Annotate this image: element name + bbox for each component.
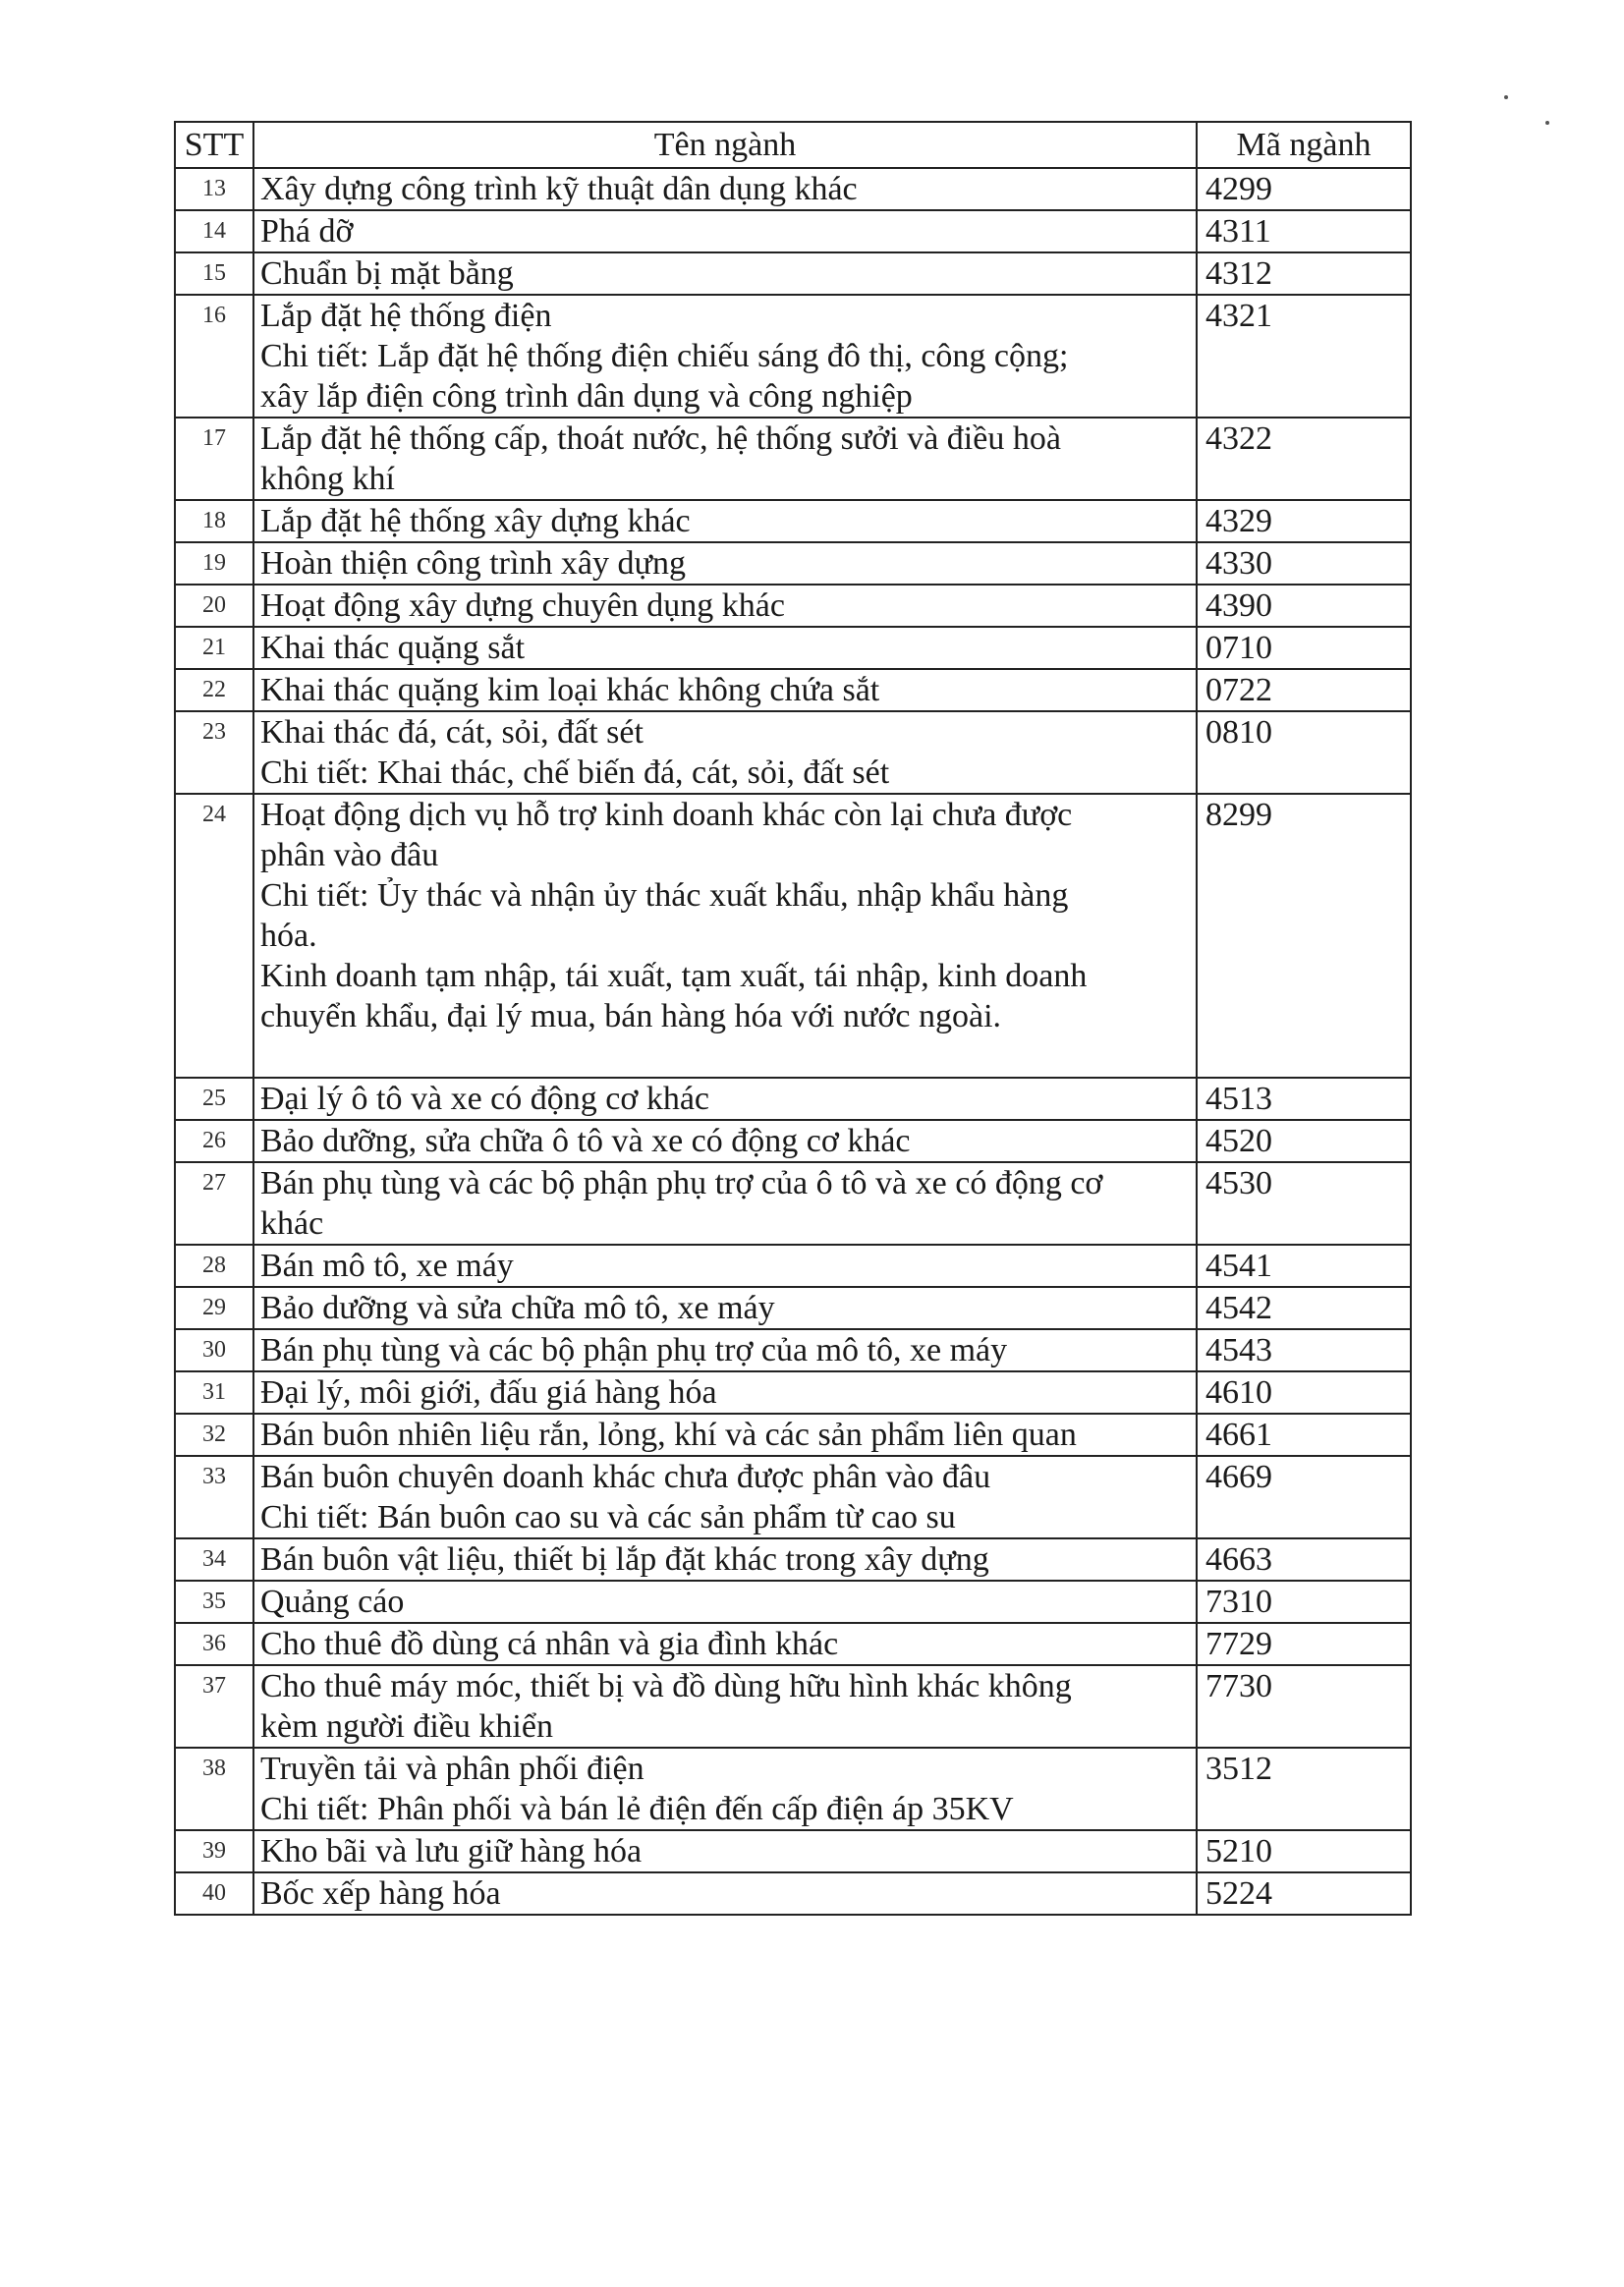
row-name xyxy=(253,1329,1197,1371)
row-name-line: Chuẩn bị mặt bằng xyxy=(260,255,514,292)
scan-speck xyxy=(1504,95,1508,99)
business-lines-table xyxy=(174,121,1412,1916)
row-code: 5224 xyxy=(1197,1872,1411,1915)
row-name xyxy=(253,252,1197,295)
row-name xyxy=(253,418,1197,500)
row-name xyxy=(253,627,1197,669)
row-stt: 19 xyxy=(175,542,253,585)
table-row xyxy=(175,500,1411,542)
row-code: 4299 xyxy=(1197,168,1411,210)
row-name xyxy=(253,1872,1197,1915)
row-name xyxy=(253,1623,1197,1665)
row-code: 4311 xyxy=(1197,210,1411,252)
table-row xyxy=(175,585,1411,627)
row-name xyxy=(253,585,1197,627)
table-row xyxy=(175,418,1411,500)
row-stt: 14 xyxy=(175,210,253,252)
row-name-line: Cho thuê máy móc, thiết bị và đồ dùng hữu hình khác không xyxy=(260,1668,1072,1704)
row-code: 8299 xyxy=(1197,794,1411,1078)
row-code: 4543 xyxy=(1197,1329,1411,1371)
table-row xyxy=(175,711,1411,794)
table-row xyxy=(175,1078,1411,1120)
table-row xyxy=(175,295,1411,418)
row-name xyxy=(253,1748,1197,1830)
row-name-line: xây lắp điện công trình dân dụng và công nghiệp xyxy=(260,378,913,415)
row-stt: 23 xyxy=(175,711,253,794)
row-name xyxy=(253,794,1197,1078)
row-name-line: Chi tiết: Lắp đặt hệ thống điện chiếu sáng đô thị, công cộng; xyxy=(260,338,1069,374)
table-body xyxy=(175,168,1411,1915)
row-stt: 30 xyxy=(175,1329,253,1371)
row-name-line: Lắp đặt hệ thống xây dựng khác xyxy=(260,503,691,539)
row-stt: 22 xyxy=(175,669,253,711)
row-code: 4322 xyxy=(1197,418,1411,500)
header-code: Mã ngành xyxy=(1197,122,1411,168)
row-stt: 32 xyxy=(175,1414,253,1456)
row-name-line: Lắp đặt hệ thống cấp, thoát nước, hệ thống sưởi và điều hoà xyxy=(260,420,1061,457)
row-name-line: Khai thác quặng kim loại khác không chứa sắt xyxy=(260,672,880,708)
table-row xyxy=(175,1329,1411,1371)
row-name-line: Chi tiết: Ủy thác và nhận ủy thác xuất khẩu, nhập khẩu hàng xyxy=(260,877,1069,914)
row-name xyxy=(253,1581,1197,1623)
row-code: 4541 xyxy=(1197,1245,1411,1287)
table-row xyxy=(175,1665,1411,1748)
table-row xyxy=(175,1872,1411,1915)
table-row xyxy=(175,1830,1411,1872)
row-name-line: Kho bãi và lưu giữ hàng hóa xyxy=(260,1833,643,1869)
table-row xyxy=(175,1245,1411,1287)
row-name xyxy=(253,1665,1197,1748)
row-code: 0722 xyxy=(1197,669,1411,711)
row-stt: 15 xyxy=(175,252,253,295)
row-stt: 25 xyxy=(175,1078,253,1120)
row-name-line: Bán mô tô, xe máy xyxy=(260,1248,514,1284)
row-name-line: Xây dựng công trình kỹ thuật dân dụng khác xyxy=(260,171,858,207)
row-name-line: Phá dỡ xyxy=(260,213,354,250)
row-name-line: hóa. xyxy=(260,918,317,954)
row-name xyxy=(253,1287,1197,1329)
table-row xyxy=(175,669,1411,711)
row-name-line: Bán buôn nhiên liệu rắn, lỏng, khí và các sản phẩm liên quan xyxy=(260,1417,1077,1453)
row-code: 4390 xyxy=(1197,585,1411,627)
row-name-line: Chi tiết: Phân phối và bán lẻ điện đến cấp điện áp 35KV xyxy=(260,1791,1014,1827)
row-name-line: Hoạt động dịch vụ hỗ trợ kinh doanh khác còn lại chưa được xyxy=(260,797,1073,833)
row-stt: 28 xyxy=(175,1245,253,1287)
row-name-line: phân vào đâu xyxy=(260,837,439,873)
row-name-line: Bán phụ tùng và các bộ phận phụ trợ của mô tô, xe máy xyxy=(260,1332,1008,1368)
row-name xyxy=(253,1538,1197,1581)
row-stt: 26 xyxy=(175,1120,253,1162)
row-stt: 35 xyxy=(175,1581,253,1623)
row-stt: 20 xyxy=(175,585,253,627)
table-row xyxy=(175,627,1411,669)
row-stt: 38 xyxy=(175,1748,253,1830)
table-row xyxy=(175,1456,1411,1538)
row-code: 0810 xyxy=(1197,711,1411,794)
row-name-line: Quảng cáo xyxy=(260,1584,405,1620)
row-stt: 21 xyxy=(175,627,253,669)
row-name-line: Lắp đặt hệ thống điện xyxy=(260,298,552,334)
row-name xyxy=(253,1456,1197,1538)
row-name-line: Bảo dưỡng, sửa chữa ô tô và xe có động cơ khác xyxy=(260,1123,911,1159)
row-stt: 24 xyxy=(175,794,253,1078)
row-code: 0710 xyxy=(1197,627,1411,669)
row-name-line: Cho thuê đồ dùng cá nhân và gia đình khác xyxy=(260,1626,839,1662)
row-name-line: khác xyxy=(260,1205,324,1242)
row-code: 4330 xyxy=(1197,542,1411,585)
table-row xyxy=(175,1538,1411,1581)
table-row xyxy=(175,1581,1411,1623)
row-stt: 27 xyxy=(175,1162,253,1245)
table-row xyxy=(175,252,1411,295)
row-name-line: Truyền tải và phân phối điện xyxy=(260,1751,644,1787)
row-name-line: Chi tiết: Bán buôn cao su và các sản phẩm từ cao su xyxy=(260,1499,956,1535)
row-code: 4669 xyxy=(1197,1456,1411,1538)
row-code: 4663 xyxy=(1197,1538,1411,1581)
row-name-line: Bốc xếp hàng hóa xyxy=(260,1875,501,1912)
table-header-row xyxy=(175,122,1411,168)
table-row xyxy=(175,1162,1411,1245)
table-row xyxy=(175,1748,1411,1830)
row-name-line xyxy=(260,1036,1190,1077)
row-name xyxy=(253,669,1197,711)
row-name xyxy=(253,1414,1197,1456)
row-code: 4312 xyxy=(1197,252,1411,295)
table-row xyxy=(175,1623,1411,1665)
row-code: 3512 xyxy=(1197,1748,1411,1830)
row-name xyxy=(253,295,1197,418)
row-name xyxy=(253,500,1197,542)
row-name-line: không khí xyxy=(260,461,395,497)
row-name xyxy=(253,1120,1197,1162)
row-code: 4513 xyxy=(1197,1078,1411,1120)
row-stt: 29 xyxy=(175,1287,253,1329)
row-name-line: Bán buôn chuyên doanh khác chưa được phân vào đâu xyxy=(260,1459,991,1495)
row-stt: 40 xyxy=(175,1872,253,1915)
row-name xyxy=(253,1245,1197,1287)
table-row xyxy=(175,1414,1411,1456)
row-name xyxy=(253,542,1197,585)
row-name-line: Bảo dưỡng và sửa chữa mô tô, xe máy xyxy=(260,1290,775,1326)
row-name xyxy=(253,1371,1197,1414)
row-stt: 34 xyxy=(175,1538,253,1581)
scan-specks xyxy=(1496,93,1555,133)
row-code: 4520 xyxy=(1197,1120,1411,1162)
row-stt: 36 xyxy=(175,1623,253,1665)
row-name-line: Khai thác đá, cát, sỏi, đất sét xyxy=(260,714,644,751)
scan-speck xyxy=(1545,121,1549,125)
table-row xyxy=(175,542,1411,585)
table-row xyxy=(175,168,1411,210)
row-name xyxy=(253,168,1197,210)
row-code: 7729 xyxy=(1197,1623,1411,1665)
header-name: Tên ngành xyxy=(253,122,1197,168)
row-name xyxy=(253,210,1197,252)
row-code: 4542 xyxy=(1197,1287,1411,1329)
row-name-line: Bán buôn vật liệu, thiết bị lắp đặt khác trong xây dựng xyxy=(260,1541,989,1578)
row-code: 4321 xyxy=(1197,295,1411,418)
row-stt: 37 xyxy=(175,1665,253,1748)
row-stt: 18 xyxy=(175,500,253,542)
row-name xyxy=(253,1078,1197,1120)
row-name-line: Hoạt động xây dựng chuyên dụng khác xyxy=(260,587,785,624)
table-row xyxy=(175,210,1411,252)
row-name-line: Khai thác quặng sắt xyxy=(260,630,526,666)
row-name-line: chuyển khẩu, đại lý mua, bán hàng hóa với nước ngoài. xyxy=(260,998,1002,1034)
row-stt: 39 xyxy=(175,1830,253,1872)
row-stt: 13 xyxy=(175,168,253,210)
row-name-line: Hoàn thiện công trình xây dựng xyxy=(260,545,686,582)
row-stt: 31 xyxy=(175,1371,253,1414)
row-name xyxy=(253,1830,1197,1872)
header-stt: STT xyxy=(175,122,253,168)
table-row xyxy=(175,1120,1411,1162)
row-name xyxy=(253,711,1197,794)
row-stt: 17 xyxy=(175,418,253,500)
row-code: 7310 xyxy=(1197,1581,1411,1623)
row-name-line: Đại lý, môi giới, đấu giá hàng hóa xyxy=(260,1374,717,1411)
row-name-line: Kinh doanh tạm nhập, tái xuất, tạm xuất, tái nhập, kinh doanh xyxy=(260,958,1088,994)
table-row xyxy=(175,794,1411,1078)
row-stt: 16 xyxy=(175,295,253,418)
row-name-line: Đại lý ô tô và xe có động cơ khác xyxy=(260,1081,710,1117)
table-row xyxy=(175,1287,1411,1329)
row-code: 4329 xyxy=(1197,500,1411,542)
row-name xyxy=(253,1162,1197,1245)
row-code: 4661 xyxy=(1197,1414,1411,1456)
row-code: 4610 xyxy=(1197,1371,1411,1414)
row-code: 7730 xyxy=(1197,1665,1411,1748)
row-code: 4530 xyxy=(1197,1162,1411,1245)
row-name-line: Chi tiết: Khai thác, chế biến đá, cát, sỏi, đất sét xyxy=(260,754,890,791)
row-stt: 33 xyxy=(175,1456,253,1538)
row-name-line: Bán phụ tùng và các bộ phận phụ trợ của ô tô và xe có động cơ xyxy=(260,1165,1103,1201)
row-code: 5210 xyxy=(1197,1830,1411,1872)
row-name-line: kèm người điều khiển xyxy=(260,1708,553,1745)
table-row xyxy=(175,1371,1411,1414)
